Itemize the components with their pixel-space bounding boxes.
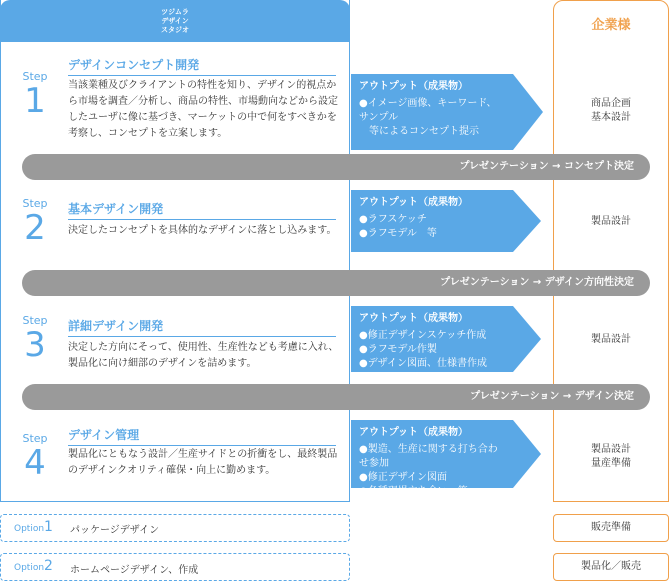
client-task: 商品企画 基本設計: [591, 98, 631, 123]
output-box: [351, 306, 513, 372]
output-box: [351, 420, 513, 497]
step-label: Step: [22, 70, 48, 83]
output-item: ● 修正デザイン図面: [359, 471, 505, 485]
presentation-bar: プレゼンテーション → コンセプト決定: [22, 154, 650, 180]
output-item: ● デザイン図面、仕様書作成: [359, 357, 505, 371]
step-title: デザインコンセプト開発: [68, 56, 336, 76]
step-description: 決定した方向にそって、使用性、生産性なども考慮に入れ、製品化に向け細部のデザインを詰めます。: [68, 342, 339, 369]
client-option-box: 販売準備: [553, 514, 669, 542]
output-box: [351, 74, 513, 150]
step-description: 決定したコンセプトを具体的なデザインに落とし込みます。: [68, 225, 337, 236]
output-title: アウトプット（成果物）: [359, 427, 468, 438]
output-item: ● ラフモデル 等: [359, 227, 505, 241]
studio-title-line: スタジオ: [161, 25, 189, 34]
output-arrow: [513, 306, 541, 372]
client-title: 企業様: [591, 18, 631, 33]
client-task: 製品設計: [591, 334, 631, 345]
output-item: 等によるコンセプト提示: [369, 126, 479, 137]
output-box: [351, 190, 513, 252]
option-label: Option2: [14, 558, 53, 574]
step-number: 1: [24, 81, 46, 121]
step-label: Step: [22, 197, 48, 210]
option-text: パッケージデザイン: [70, 525, 160, 536]
client-column: [553, 0, 669, 502]
presentation-bar: プレゼンテーション → デザイン方向性決定: [22, 270, 650, 296]
output-arrow: [513, 74, 543, 150]
step-number: 4: [24, 443, 46, 483]
output-title: アウトプット（成果物）: [359, 197, 468, 208]
output-item: ● ラフスケッチ: [359, 213, 505, 227]
output-item: ● イメージ画像、キーワード、サンプル: [359, 97, 505, 125]
step-number: 2: [24, 208, 46, 248]
client-task: 製品設計 量産準備: [591, 444, 631, 469]
step-number: 3: [24, 325, 46, 365]
studio-title-line: ツジムラ: [161, 7, 189, 16]
output-arrow: [513, 420, 541, 488]
output-title: アウトプット（成果物）: [359, 313, 468, 324]
output-title: アウトプット（成果物）: [359, 81, 468, 92]
step-title: デザイン管理: [68, 426, 336, 446]
client-task: 製品設計: [591, 216, 631, 227]
output-item: ● 修正デザインスケッチ作成: [359, 329, 505, 343]
step-title: 詳細デザイン開発: [68, 317, 336, 337]
studio-title-line: デザイン: [161, 16, 189, 25]
option-text: ホームページデザイン、作成: [70, 565, 199, 576]
output-item: ● 製造、生産に関する打ち合わせ参加: [359, 443, 505, 471]
presentation-bar: プレゼンテーション → デザイン決定: [22, 384, 650, 410]
output-item: ● ラフモデル作製: [359, 343, 505, 357]
step-title: 基本デザイン開発: [68, 200, 336, 220]
client-option-box: 製品化／販売: [553, 553, 669, 581]
step-description: 製品化にともなう設計／生産サイドとの折衝をし、最終製品のデザインクオリティ確保・向上に勤めます。: [68, 449, 338, 476]
step-label: Step: [22, 314, 48, 327]
option-label: Option1: [14, 519, 53, 535]
output-arrow: [513, 190, 541, 252]
studio-header: [0, 0, 350, 42]
output-item: ● 各種現場立ち会い 等: [359, 485, 505, 499]
step-description: 当該業種及びクライアントの特性を知り、デザイン的視点から市場を調査／分析し、商品の特性、市場動向などから設定したユーザに像に基づき、マーケットの中で何をすべきかを考察し、コンセプトを立案します。: [68, 80, 338, 139]
step-label: Step: [22, 432, 48, 445]
